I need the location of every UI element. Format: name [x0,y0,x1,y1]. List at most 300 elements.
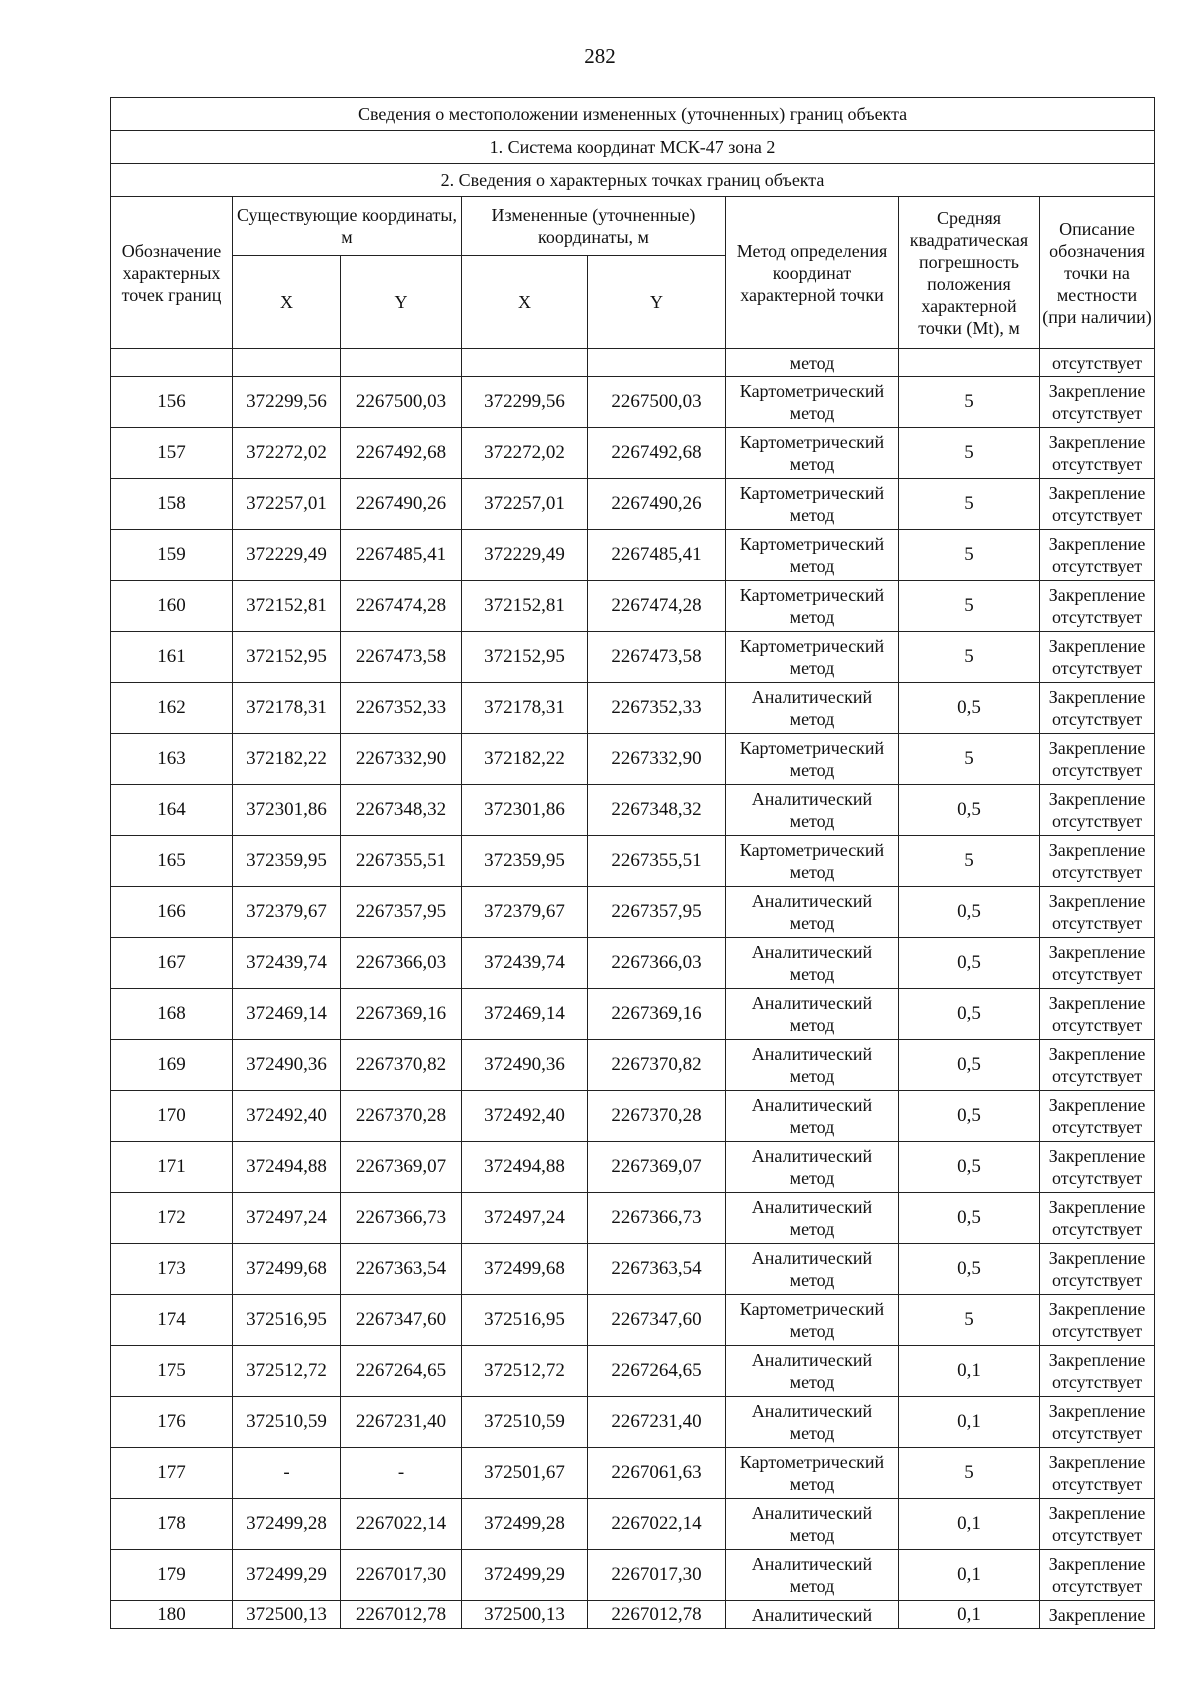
cell-point: 157 [111,428,233,479]
cell-existing-y: 2267348,32 [341,785,462,836]
cell-error [899,349,1040,377]
cell-method [726,887,899,938]
cell-method-line1: Картометрический [739,432,885,452]
cell-changed-x: 372299,56 [462,377,588,428]
cell-changed-x: 372301,86 [462,785,588,836]
cell-changed-x: 372510,59 [462,1397,588,1448]
header-changed-y: Y [588,256,726,349]
cell-existing-y: 2267370,82 [341,1040,462,1091]
cell-point [111,349,233,377]
cell-error: 5 [899,377,1040,428]
table-row [111,1142,1155,1193]
cell-description [1040,377,1155,428]
cell-point: 158 [111,479,233,530]
cell-changed-x: 372257,01 [462,479,588,530]
cell-method-line1: Аналитический [751,1197,873,1217]
cell-changed-y: 2267355,51 [588,836,726,887]
cell-description-line2: отсутствует [1052,913,1143,933]
header-existing-coordinates: Существующие координаты, м [233,197,462,256]
cell-description-line2: отсутствует [1052,1168,1143,1188]
cell-method-line1: Картометрический [739,483,885,503]
cell-changed-y: 2267348,32 [588,785,726,836]
cell-method: метод [726,349,899,377]
cell-description-line1: Закрепление [1048,1095,1146,1115]
cell-existing-x: 372152,95 [233,632,341,683]
cell-point: 173 [111,1244,233,1295]
cell-description [1040,836,1155,887]
cell-existing-y: 2267355,51 [341,836,462,887]
cell-changed-x: 372499,29 [462,1550,588,1601]
cell-method-line2: метод [789,1525,835,1545]
cell-point: 175 [111,1346,233,1397]
cell-method-line2: метод [789,505,835,525]
cell-method [726,734,899,785]
header-error: Средняя квадратическая погрешность положения характерной точки (Mt), м [899,197,1040,349]
cell-error: 0,5 [899,1142,1040,1193]
cell-existing-x: 372500,13 [233,1601,341,1629]
cell-method-line2: метод [789,760,835,780]
cell-method-line2: метод [789,964,835,984]
cell-changed-x: 372492,40 [462,1091,588,1142]
table-row [111,428,1155,479]
cell-description-line1: Закрепление [1048,993,1146,1013]
cell-existing-x: 372490,36 [233,1040,341,1091]
cell-existing-y [341,349,462,377]
cell-method-line2: метод [789,1321,835,1341]
cell-error: 5 [899,581,1040,632]
cell-description-line1: Закрепление [1048,1146,1146,1166]
cell-method-line1: Картометрический [739,585,885,605]
header-existing-x: X [233,256,341,349]
cell-description-line2: отсутствует [1052,607,1143,627]
cell-method [726,1091,899,1142]
cell-description [1040,683,1155,734]
cell-method [726,1142,899,1193]
cell-error: 0,5 [899,1040,1040,1091]
cell-changed-x: 372379,67 [462,887,588,938]
cell-method [726,1397,899,1448]
cell-method-line1: Аналитический [751,1350,873,1370]
cell-existing-y: 2267474,28 [341,581,462,632]
cell-existing-x: 372512,72 [233,1346,341,1397]
cell-error: 5 [899,734,1040,785]
cell-point: 156 [111,377,233,428]
cell-method-line2: метод [789,658,835,678]
cell-method-line1: Аналитический [751,1401,873,1421]
table-row [111,989,1155,1040]
cell-changed-y: 2267012,78 [588,1601,726,1629]
cell-description [1040,1040,1155,1091]
cell-existing-x: 372182,22 [233,734,341,785]
cell-description-line1: Закрепление [1048,1299,1146,1319]
cell-changed-x: 372501,67 [462,1448,588,1499]
cell-description-line2: отсутствует [1052,403,1143,423]
cell-method: Аналитический [726,1601,899,1629]
table-row [111,1397,1155,1448]
cell-method-line2: метод [789,709,835,729]
cell-method-line1: Аналитический [751,942,873,962]
table-row [111,1346,1155,1397]
cell-error: 0,5 [899,1244,1040,1295]
cell-description-line1: Закрепление [1048,891,1146,911]
cell-description-line1: Закрепление [1048,789,1146,809]
cell-point: 163 [111,734,233,785]
cell-method-line1: Аналитический [751,789,873,809]
cell-error: 0,1 [899,1346,1040,1397]
cell-existing-y: 2267490,26 [341,479,462,530]
cell-changed-x: 372490,36 [462,1040,588,1091]
cell-method-line2: метод [789,1168,835,1188]
cell-existing-x: 372469,14 [233,989,341,1040]
cell-description-line2: отсутствует [1052,1576,1143,1596]
cell-method-line2: метод [789,1576,835,1596]
cell-method-line1: Аналитический [751,1554,873,1574]
cell-error: 0,5 [899,938,1040,989]
cell-description-line1: Закрепление [1048,687,1146,707]
cell-method [726,632,899,683]
cell-existing-x: 372299,56 [233,377,341,428]
cell-description-line2: отсутствует [1052,1066,1143,1086]
cell-error: 0,1 [899,1550,1040,1601]
cell-method-line1: Картометрический [739,534,885,554]
cell-point: 164 [111,785,233,836]
cell-point: 171 [111,1142,233,1193]
cell-error: 5 [899,836,1040,887]
cell-description-line1: Закрепление [1048,1248,1146,1268]
cell-description-line2: отсутствует [1052,505,1143,525]
cell-method-line2: метод [789,1474,835,1494]
cell-point: 180 [111,1601,233,1629]
table-title: Сведения о местоположении измененных (уточненных) границ объекта [111,98,1155,131]
cell-method-line2: метод [789,607,835,627]
cell-method-line1: Аналитический [751,1248,873,1268]
cell-existing-y: 2267017,30 [341,1550,462,1601]
cell-changed-y: 2267366,73 [588,1193,726,1244]
coordinates-table [110,97,1155,1629]
cell-changed-y: 2267363,54 [588,1244,726,1295]
cell-method-line1: Картометрический [739,636,885,656]
cell-changed-y: 2267500,03 [588,377,726,428]
cell-description [1040,581,1155,632]
cell-method-line2: метод [789,862,835,882]
cell-point: 177 [111,1448,233,1499]
cell-existing-x: 372379,67 [233,887,341,938]
cell-point: 172 [111,1193,233,1244]
cell-existing-y: 2267473,58 [341,632,462,683]
table-row [111,887,1155,938]
cell-method [726,581,899,632]
cell-description [1040,530,1155,581]
cell-changed-y: 2267366,03 [588,938,726,989]
cell-point: 161 [111,632,233,683]
cell-changed-x: 372152,81 [462,581,588,632]
cell-method [726,1193,899,1244]
cell-method-line1: Картометрический [739,840,885,860]
cell-description-line2: отсутствует [1052,1015,1143,1035]
cell-description-line2: отсутствует [1052,811,1143,831]
cell-point: 169 [111,1040,233,1091]
cell-description-line2: отсутствует [1052,1372,1143,1392]
cell-changed-y [588,349,726,377]
cell-method-line1: Картометрический [739,738,885,758]
header-changed-x: X [462,256,588,349]
cell-error: 0,1 [899,1499,1040,1550]
table-row [111,479,1155,530]
cell-existing-y: 2267332,90 [341,734,462,785]
cell-method [726,1499,899,1550]
cell-description-line1: Закрепление [1048,1197,1146,1217]
header-method: Метод определения координат характерной точки [726,197,899,349]
cell-existing-y: - [341,1448,462,1499]
cell-changed-y: 2267347,60 [588,1295,726,1346]
cell-method-line2: метод [789,556,835,576]
cell-method [726,377,899,428]
cell-point: 178 [111,1499,233,1550]
table-row [111,1295,1155,1346]
cell-existing-y: 2267363,54 [341,1244,462,1295]
cell-existing-y: 2267369,07 [341,1142,462,1193]
cell-existing-y: 2267366,03 [341,938,462,989]
cell-description-line2: отсутствует [1052,1525,1143,1545]
cell-point: 159 [111,530,233,581]
cell-changed-y: 2267485,41 [588,530,726,581]
cell-existing-y: 2267012,78 [341,1601,462,1629]
cell-method-line2: метод [789,1270,835,1290]
cell-method-line2: метод [789,1219,835,1239]
cell-description: отсутствует [1040,349,1155,377]
cell-description [1040,1295,1155,1346]
cell-existing-x: 372499,68 [233,1244,341,1295]
table-row [111,581,1155,632]
cell-changed-x: 372359,95 [462,836,588,887]
cell-existing-y: 2267366,73 [341,1193,462,1244]
cell-method [726,530,899,581]
cell-changed-x: 372512,72 [462,1346,588,1397]
cell-changed-y: 2267061,63 [588,1448,726,1499]
cell-existing-x: 372301,86 [233,785,341,836]
cell-existing-x: 372152,81 [233,581,341,632]
cell-error: 5 [899,530,1040,581]
cell-point: 166 [111,887,233,938]
cell-point: 176 [111,1397,233,1448]
cell-error: 0,1 [899,1601,1040,1629]
cell-existing-y: 2267231,40 [341,1397,462,1448]
cell-error: 5 [899,479,1040,530]
cell-changed-y: 2267231,40 [588,1397,726,1448]
cell-method-line2: метод [789,1066,835,1086]
cell-existing-y: 2267370,28 [341,1091,462,1142]
cell-existing-x: 372516,95 [233,1295,341,1346]
cell-existing-y: 2267352,33 [341,683,462,734]
cell-changed-x: 372500,13 [462,1601,588,1629]
cell-existing-x [233,349,341,377]
cell-existing-y: 2267485,41 [341,530,462,581]
cell-method-line1: Аналитический [751,1044,873,1064]
cell-changed-x [462,349,588,377]
table-row [111,1601,1155,1629]
cell-existing-x: 372499,28 [233,1499,341,1550]
table-row [111,785,1155,836]
cell-description-line1: Закрепление [1048,432,1146,452]
cell-description-line1: Закрепление [1048,1401,1146,1421]
cell-point: 167 [111,938,233,989]
cell-error: 0,5 [899,785,1040,836]
cell-changed-x: 372439,74 [462,938,588,989]
cell-description [1040,1448,1155,1499]
cell-changed-y: 2267370,28 [588,1091,726,1142]
cell-description-line2: отсутствует [1052,1117,1143,1137]
cell-description [1040,1091,1155,1142]
cell-existing-x: - [233,1448,341,1499]
table-row [111,530,1155,581]
cell-changed-y: 2267332,90 [588,734,726,785]
cell-method [726,1295,899,1346]
cell-changed-y: 2267357,95 [588,887,726,938]
cell-changed-x: 372499,68 [462,1244,588,1295]
cell-point: 160 [111,581,233,632]
cell-method-line1: Аналитический [751,1146,873,1166]
cell-method-line1: Картометрический [739,1299,885,1319]
cell-description: Закрепление [1040,1601,1155,1629]
cell-existing-x: 372359,95 [233,836,341,887]
cell-description-line1: Закрепление [1048,1350,1146,1370]
cell-description [1040,1346,1155,1397]
cell-changed-y: 2267352,33 [588,683,726,734]
cell-method-line2: метод [789,913,835,933]
cell-description [1040,479,1155,530]
cell-existing-x: 372499,29 [233,1550,341,1601]
cell-changed-x: 372178,31 [462,683,588,734]
cell-description [1040,1244,1155,1295]
cell-changed-x: 372229,49 [462,530,588,581]
cell-existing-y: 2267357,95 [341,887,462,938]
cell-method [726,1346,899,1397]
cell-description-line2: отсутствует [1052,1219,1143,1239]
cell-error: 5 [899,1295,1040,1346]
cell-description [1040,887,1155,938]
cell-description-line1: Закрепление [1048,534,1146,554]
cell-existing-x: 372510,59 [233,1397,341,1448]
cell-method [726,428,899,479]
cell-error: 0,5 [899,1193,1040,1244]
cell-description [1040,1499,1155,1550]
cell-description-line1: Закрепление [1048,840,1146,860]
header-description: Описание обозначения точки на местности (при наличии) [1040,197,1155,349]
cell-error: 5 [899,632,1040,683]
cell-description-line2: отсутствует [1052,556,1143,576]
cell-changed-x: 372152,95 [462,632,588,683]
cell-existing-x: 372272,02 [233,428,341,479]
cell-description [1040,989,1155,1040]
cell-description-line2: отсутствует [1052,709,1143,729]
cell-method-line2: метод [789,1015,835,1035]
points-section-title: 2. Сведения о характерных точках границ объекта [111,164,1155,197]
cell-method [726,938,899,989]
table-row [111,632,1155,683]
cell-error: 5 [899,428,1040,479]
cell-existing-y: 2267500,03 [341,377,462,428]
cell-existing-x: 372494,88 [233,1142,341,1193]
cell-existing-y: 2267492,68 [341,428,462,479]
cell-description-line1: Закрепление [1048,381,1146,401]
cell-changed-y: 2267473,58 [588,632,726,683]
cell-method-line2: метод [789,811,835,831]
cell-error: 0,1 [899,1397,1040,1448]
cell-changed-x: 372516,95 [462,1295,588,1346]
cell-error: 0,5 [899,1091,1040,1142]
table-row [111,1040,1155,1091]
cell-description-line1: Закрепление [1048,738,1146,758]
cell-method-line2: метод [789,1372,835,1392]
cell-description [1040,734,1155,785]
cell-method [726,785,899,836]
cell-error: 0,5 [899,887,1040,938]
cell-existing-y: 2267264,65 [341,1346,462,1397]
cell-method [726,1040,899,1091]
cell-existing-y: 2267347,60 [341,1295,462,1346]
cell-changed-y: 2267474,28 [588,581,726,632]
cell-description-line2: отсутствует [1052,1321,1143,1341]
cell-existing-x: 372178,31 [233,683,341,734]
table-row [111,734,1155,785]
table-row [111,938,1155,989]
cell-method-line1: Картометрический [739,1452,885,1472]
cell-method-line2: метод [789,403,835,423]
cell-description-line2: отсутствует [1052,964,1143,984]
cell-description-line1: Закрепление [1048,636,1146,656]
cell-existing-x: 372229,49 [233,530,341,581]
cell-point: 179 [111,1550,233,1601]
cell-method-line1: Аналитический [751,1503,873,1523]
cell-method [726,1550,899,1601]
cell-existing-x: 372497,24 [233,1193,341,1244]
cell-point: 165 [111,836,233,887]
cell-description-line1: Закрепление [1048,1044,1146,1064]
coordinate-system: 1. Система координат МСК-47 зона 2 [111,131,1155,164]
cell-existing-y: 2267369,16 [341,989,462,1040]
cell-description-line2: отсутствует [1052,1270,1143,1290]
cell-method-line1: Аналитический [751,993,873,1013]
cell-method-line2: метод [789,1423,835,1443]
cell-error: 0,5 [899,683,1040,734]
cell-changed-y: 2267492,68 [588,428,726,479]
cell-point: 170 [111,1091,233,1142]
table-row [111,1193,1155,1244]
cell-changed-y: 2267017,30 [588,1550,726,1601]
cell-changed-x: 372272,02 [462,428,588,479]
cell-description-line1: Закрепление [1048,585,1146,605]
cell-changed-y: 2267490,26 [588,479,726,530]
cell-description [1040,938,1155,989]
cell-description-line2: отсутствует [1052,1423,1143,1443]
cell-description-line1: Закрепление [1048,1503,1146,1523]
cell-description-line1: Закрепление [1048,1452,1146,1472]
cell-description [1040,1550,1155,1601]
cell-changed-y: 2267370,82 [588,1040,726,1091]
table-row [111,683,1155,734]
cell-method [726,683,899,734]
cell-method [726,1244,899,1295]
cell-changed-x: 372469,14 [462,989,588,1040]
cell-point: 162 [111,683,233,734]
cell-method-line1: Аналитический [751,687,873,707]
table-row [111,1244,1155,1295]
cell-changed-x: 372182,22 [462,734,588,785]
cell-changed-x: 372499,28 [462,1499,588,1550]
cell-method-line1: Аналитический [751,891,873,911]
cell-method-line2: метод [789,1117,835,1137]
cell-changed-y: 2267369,16 [588,989,726,1040]
